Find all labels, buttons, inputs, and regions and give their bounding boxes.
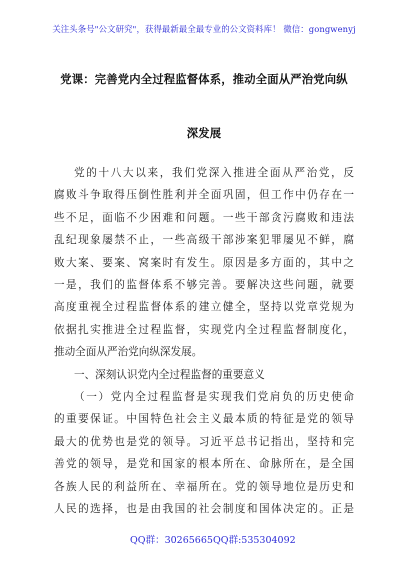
document-title-line-2: 深发展 bbox=[186, 126, 222, 140]
body-line: 一是，我们的监督体系不够完善。要解决这些问题，就要 bbox=[54, 279, 354, 291]
body-line: 些不足，面临不少困难和问题。一些干部贪污腐败和违法 bbox=[54, 211, 354, 224]
top-banner: 关注头条号"公文研究"，获得最新最全最专业的公文资料库！ 微信：gongwenyj bbox=[52, 24, 356, 34]
body-line: 最大的优势也是党的领导。习近平总书记指出，坚持和完 bbox=[54, 435, 354, 448]
body-line: 各族人民的利益所在、幸福所在。党的领导地位是历史和 bbox=[54, 480, 354, 493]
body-line: 党的十八大以来，我们党深入推进全面从严治党，反 bbox=[74, 167, 354, 179]
body-line: 高度重视全过程监督体系的建立健全，坚持以党章党规为 bbox=[54, 301, 354, 314]
body-line: 推动全面从严治党向纵深发展。 bbox=[54, 346, 203, 359]
footer-qq-group-1: QQ群：30265665 bbox=[130, 535, 213, 546]
body-line: 善党的领导，是党和国家的根本所在、命脉所在，是全国 bbox=[54, 458, 354, 471]
body-line: 乱纪现象屡禁不止，一些高级干部涉案犯罪屡见不鲜，腐 bbox=[54, 234, 354, 247]
section-heading: 一、深刻认识党内全过程监督的重要意义 bbox=[74, 368, 265, 381]
document-title-line-1: 党课：完善党内全过程监督体系，推动全面从严治党向纵 bbox=[60, 72, 348, 86]
subsection-heading-line: （一）党内全过程监督是实现我们党肩负的历史使命 bbox=[74, 391, 354, 403]
body-line: 腐败斗争取得压倒性胜利并全面巩固，但工作中仍存在一 bbox=[54, 189, 354, 202]
footer-qq-group-2: QQ群:535304092 bbox=[213, 535, 296, 546]
body-line: 败大案、要案、窝案时有发生。原因是多方面的，其中之 bbox=[54, 256, 354, 269]
body-line: 的重要保证。中国特色社会主义最本质的特征是党的领导 bbox=[54, 413, 354, 426]
body-line: 人民的选择，也是由我国的社会制度和国体决定的。正是 bbox=[54, 503, 354, 515]
body-line: 依据扎实推进全过程监督，实现党内全过程监督制度化， bbox=[54, 323, 354, 336]
